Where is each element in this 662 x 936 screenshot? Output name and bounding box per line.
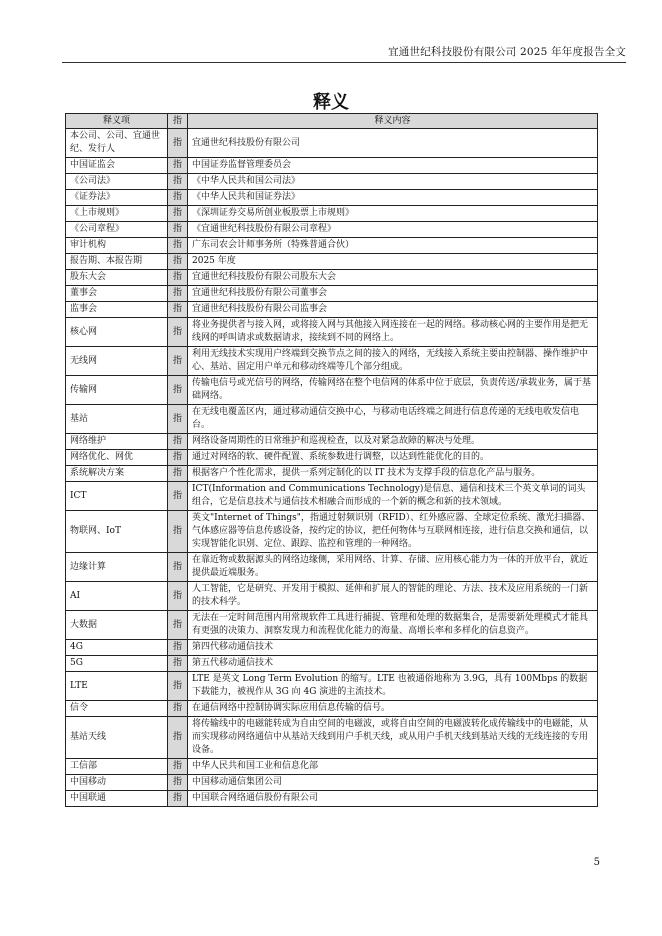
term-cell: 报告期、本报告期 xyxy=(66,254,168,270)
definition-cell: 《深圳证券交易所创业板股票上市规则》 xyxy=(188,206,598,222)
refers-cell: 指 xyxy=(168,717,188,759)
term-cell: 《上市规则》 xyxy=(66,206,168,222)
table-row xyxy=(66,318,598,347)
term-cell: 边缘计算 xyxy=(66,553,168,582)
table-row xyxy=(66,222,598,238)
table-row xyxy=(66,656,598,672)
definition-cell: 《中华人民共和国证券法》 xyxy=(188,190,598,206)
term-cell: LTE xyxy=(66,672,168,701)
table-header-row xyxy=(66,114,598,129)
definition-cell: 宜通世纪科技股份有限公司董事会 xyxy=(188,286,598,302)
term-cell: 5G xyxy=(66,656,168,672)
definition-cell: LTE 是英文 Long Term Evolution 的缩写。LTE 也被通俗地称为 3.9G，具有 100Mbps 的数据下载能力，被视作从 3G 向 4G 演进的主流技术。 xyxy=(188,672,598,701)
term-cell: 中国联通 xyxy=(66,791,168,807)
definition-cell: 第四代移动通信技术 xyxy=(188,640,598,656)
table-row xyxy=(66,302,598,318)
table-row xyxy=(66,238,598,254)
table-row xyxy=(66,174,598,190)
definition-cell: 中国移动通信集团公司 xyxy=(188,775,598,791)
header-refers: 指 xyxy=(168,114,188,129)
definition-cell: 中华人民共和国工业和信息化部 xyxy=(188,759,598,775)
refers-cell: 指 xyxy=(168,222,188,238)
table-row xyxy=(66,405,598,434)
refers-cell: 指 xyxy=(168,482,188,511)
refers-cell: 指 xyxy=(168,701,188,717)
table-row xyxy=(66,482,598,511)
refers-cell: 指 xyxy=(168,318,188,347)
term-cell: 系统解决方案 xyxy=(66,466,168,482)
definition-cell: 第五代移动通信技术 xyxy=(188,656,598,672)
table-row xyxy=(66,270,598,286)
page-title: 释义 xyxy=(313,92,349,113)
refers-cell: 指 xyxy=(168,672,188,701)
refers-cell: 指 xyxy=(168,775,188,791)
table-row xyxy=(66,791,598,807)
header-term: 释义项 xyxy=(66,114,168,129)
refers-cell: 指 xyxy=(168,553,188,582)
definition-cell: 中国联合网络通信股份有限公司 xyxy=(188,791,598,807)
term-cell: 核心网 xyxy=(66,318,168,347)
refers-cell: 指 xyxy=(168,405,188,434)
term-cell: 基站天线 xyxy=(66,717,168,759)
refers-cell: 指 xyxy=(168,174,188,190)
table-row xyxy=(66,553,598,582)
header-definition: 释义内容 xyxy=(188,114,598,129)
refers-cell: 指 xyxy=(168,254,188,270)
table-row xyxy=(66,511,598,553)
term-cell: ICT xyxy=(66,482,168,511)
table-row xyxy=(66,190,598,206)
term-cell: 信令 xyxy=(66,701,168,717)
refers-cell: 指 xyxy=(168,582,188,611)
refers-cell: 指 xyxy=(168,434,188,450)
table-row xyxy=(66,466,598,482)
term-cell: 网络优化、网优 xyxy=(66,450,168,466)
table-row xyxy=(66,701,598,717)
definition-cell: 通过对网络的软、硬件配置、系统参数进行调整，以达到性能优化的目的。 xyxy=(188,450,598,466)
table-row xyxy=(66,129,598,158)
refers-cell: 指 xyxy=(168,376,188,405)
definition-cell: ICT(Information and Communications Technology)是信息、通信和技术三个英文单词的词头组合，它是信息技术与通信技术相融合而形成的一个新的概念和新的技术领域。 xyxy=(188,482,598,511)
table-row xyxy=(66,611,598,640)
term-cell: 《公司法》 xyxy=(66,174,168,190)
table-row xyxy=(66,158,598,174)
refers-cell: 指 xyxy=(168,302,188,318)
table-row xyxy=(66,717,598,759)
table-row xyxy=(66,450,598,466)
report-header: 宜通世纪科技股份有限公司 2025 年年度报告全文 xyxy=(388,46,626,58)
refers-cell: 指 xyxy=(168,347,188,376)
table-row xyxy=(66,775,598,791)
table-row xyxy=(66,254,598,270)
definition-cell: 在无线电覆盖区内，通过移动通信交换中心，与移动电话终端之间进行信息传递的无线电收发信电台。 xyxy=(188,405,598,434)
definition-cell: 人工智能，它是研究、开发用于模拟、延伸和扩展人的智能的理论、方法、技术及应用系统的一门新的技术科学。 xyxy=(188,582,598,611)
term-cell: 《公司章程》 xyxy=(66,222,168,238)
term-cell: 审计机构 xyxy=(66,238,168,254)
definition-cell: 根据客户个性化需求，提供一系列定制化的以 IT 技术为支撑手段的信息化产品与服务。 xyxy=(188,466,598,482)
definition-cell: 宜通世纪科技股份有限公司股东大会 xyxy=(188,270,598,286)
refers-cell: 指 xyxy=(168,206,188,222)
definition-cell: 宜通世纪科技股份有限公司 xyxy=(188,129,598,158)
term-cell: 4G xyxy=(66,640,168,656)
definition-cell: 广东司农会计师事务所（特殊普通合伙） xyxy=(188,238,598,254)
term-cell: 董事会 xyxy=(66,286,168,302)
table-row xyxy=(66,206,598,222)
refers-cell: 指 xyxy=(168,270,188,286)
definition-cell: 传输电信号或光信号的网络，传输网络在整个电信网的体系中位于底层，负责传送/承载业务，属于基础网络。 xyxy=(188,376,598,405)
term-cell: 工信部 xyxy=(66,759,168,775)
term-cell: 网络维护 xyxy=(66,434,168,450)
table-row xyxy=(66,347,598,376)
definition-cell: 在靠近物或数据源头的网络边缘侧，采用网络、计算、存储、应用核心能力为一体的开放平台，就近提供最近端服务。 xyxy=(188,553,598,582)
term-cell: 股东大会 xyxy=(66,270,168,286)
refers-cell: 指 xyxy=(168,611,188,640)
refers-cell: 指 xyxy=(168,129,188,158)
refers-cell: 指 xyxy=(168,286,188,302)
table-row xyxy=(66,376,598,405)
refers-cell: 指 xyxy=(168,791,188,807)
definition-cell: 英文"Internet of Things"，指通过射频识别（RFID）、红外感应器、全球定位系统、激光扫描器、气体感应器等信息传感设备，按约定的协议，把任何物体与互联网相连接，进行信息交换和通信，以实现智能化识别、定位、跟踪、监控和管理的一种网络。 xyxy=(188,511,598,553)
refers-cell: 指 xyxy=(168,238,188,254)
refers-cell: 指 xyxy=(168,759,188,775)
term-cell: 中国证监会 xyxy=(66,158,168,174)
term-cell: 物联网、IoT xyxy=(66,511,168,553)
refers-cell: 指 xyxy=(168,450,188,466)
refers-cell: 指 xyxy=(168,511,188,553)
refers-cell: 指 xyxy=(168,640,188,656)
table-row xyxy=(66,759,598,775)
definitions-table xyxy=(65,113,598,807)
definition-cell: 利用无线技术实现用户终端到交换节点之间的接入的网络，无线接入系统主要由控制器、操作维护中心、基站、固定用户单元和移动终端等几个部分组成。 xyxy=(188,347,598,376)
table-row xyxy=(66,582,598,611)
term-cell: 无线网 xyxy=(66,347,168,376)
definition-cell: 无法在一定时间范围内用常规软件工具进行捕捉、管理和处理的数据集合，是需要新处理模式才能具有更强的决策力、洞察发现力和流程优化能力的海量、高增长率和多样化的信息资产。 xyxy=(188,611,598,640)
definitions-body xyxy=(66,129,598,807)
page-number: 5 xyxy=(593,857,600,868)
header-divider xyxy=(62,62,626,63)
table-row xyxy=(66,672,598,701)
term-cell: 大数据 xyxy=(66,611,168,640)
term-cell: 本公司、公司、宜通世纪、发行人 xyxy=(66,129,168,158)
definition-cell: 将业务提供者与接入网，或将接入网与其他接入网连接在一起的网络。移动核心网的主要作用是把无线网的呼叫请求或数据请求，接续到不同的网络上。 xyxy=(188,318,598,347)
refers-cell: 指 xyxy=(168,190,188,206)
definition-cell: 将传输线中的电磁能转成为自由空间的电磁波，或将自由空间的电磁波转化成传输线中的电磁能，从而实现移动网络通信中从基站天线到用户手机天线，或从用户手机天线到基站天线的无线连接的专用设备。 xyxy=(188,717,598,759)
refers-cell: 指 xyxy=(168,466,188,482)
definition-cell: 《中华人民共和国公司法》 xyxy=(188,174,598,190)
refers-cell: 指 xyxy=(168,656,188,672)
refers-cell: 指 xyxy=(168,158,188,174)
definition-cell: 宜通世纪科技股份有限公司监事会 xyxy=(188,302,598,318)
definition-cell: 2025 年度 xyxy=(188,254,598,270)
term-cell: AI xyxy=(66,582,168,611)
table-row xyxy=(66,434,598,450)
definition-cell: 中国证券监督管理委员会 xyxy=(188,158,598,174)
term-cell: 中国移动 xyxy=(66,775,168,791)
table-row xyxy=(66,640,598,656)
term-cell: 基站 xyxy=(66,405,168,434)
definition-cell: 在通信网络中控制协调实际应用信息传输的信号。 xyxy=(188,701,598,717)
definition-cell: 网络设备周期性的日常维护和巡视检查，以及对紧急故障的解决与处理。 xyxy=(188,434,598,450)
table-row xyxy=(66,286,598,302)
definition-cell: 《宜通世纪科技股份有限公司章程》 xyxy=(188,222,598,238)
term-cell: 传输网 xyxy=(66,376,168,405)
term-cell: 监事会 xyxy=(66,302,168,318)
term-cell: 《证券法》 xyxy=(66,190,168,206)
